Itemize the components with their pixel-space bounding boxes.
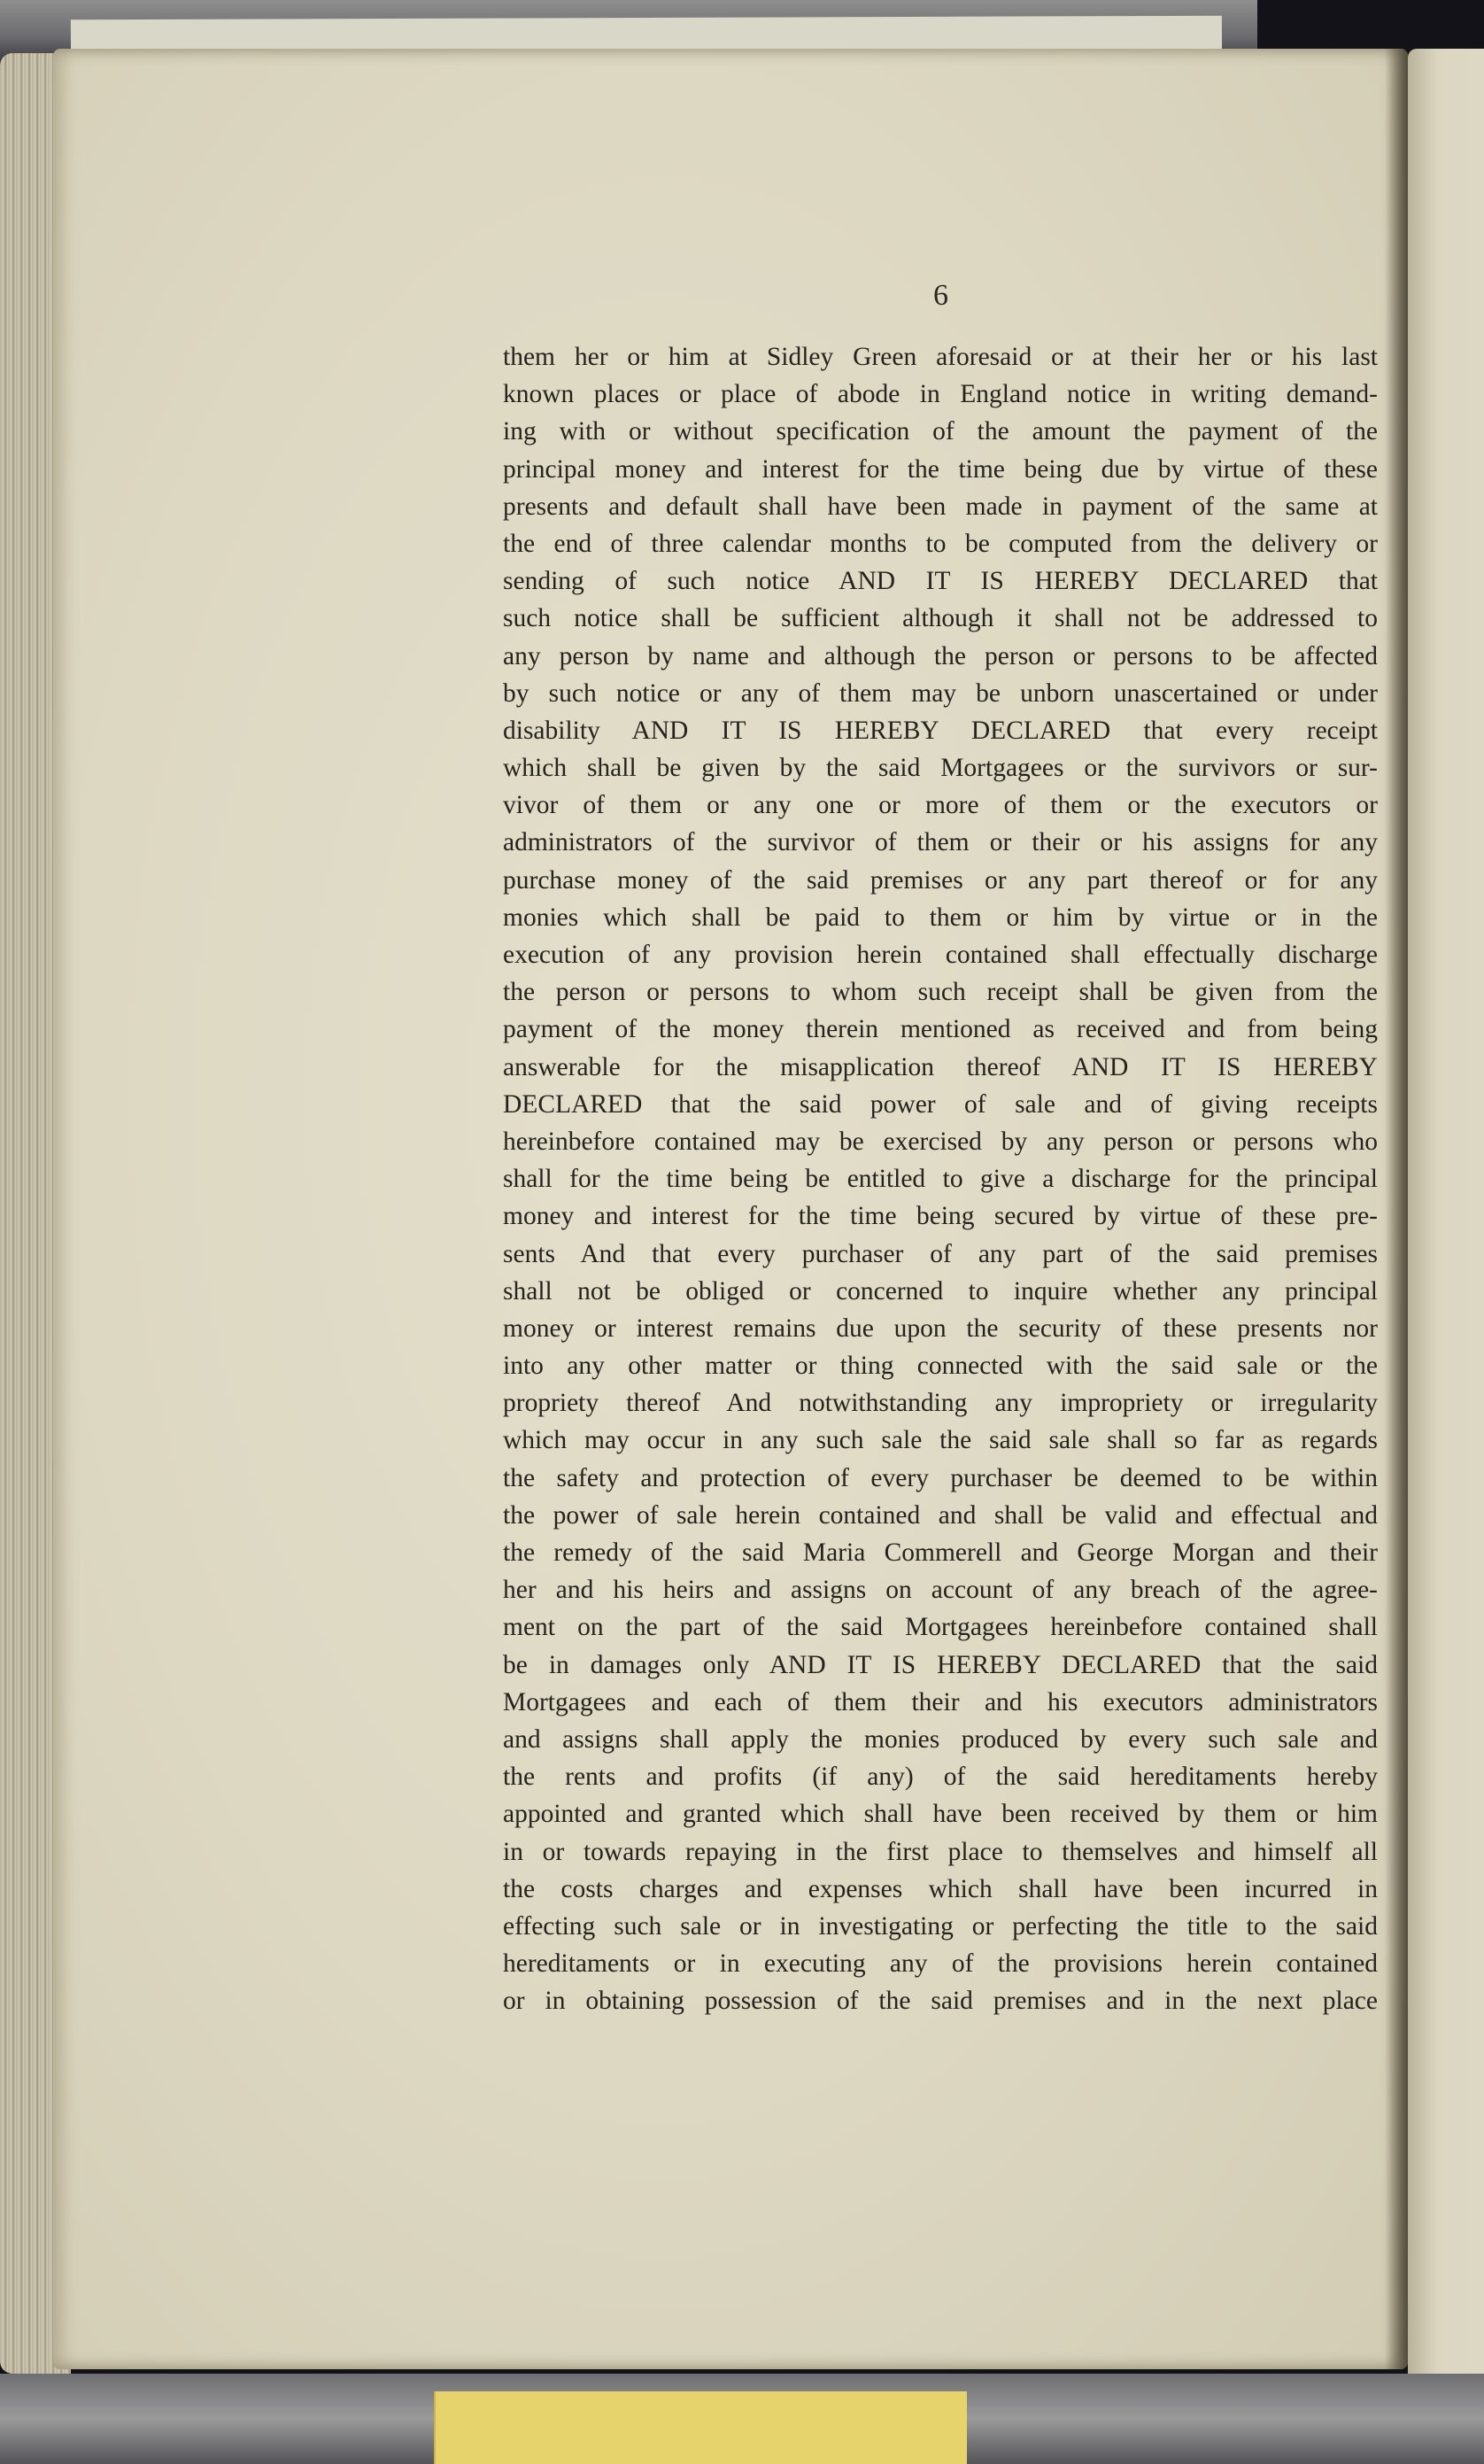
- text-line: her and his heirs and assigns on account of any breach of the agree-: [503, 1576, 1378, 1605]
- text-line: in or towards repaying in the first place to themselves and himself all: [503, 1837, 1378, 1866]
- text-line: shall for the time being be entitled to give a discharge for the principal: [503, 1165, 1378, 1194]
- text-line: and assigns shall apply the monies produced by every such sale and: [503, 1724, 1378, 1754]
- body-text: [503, 338, 1378, 2019]
- text-line: hereditaments or in executing any of the provisions herein contained: [503, 1949, 1378, 1979]
- page-gutter-shadow: [1385, 49, 1408, 2369]
- text-line: disability AND IT IS HEREBY DECLARED that every receipt: [503, 716, 1378, 745]
- text-line: the rents and profits (if any) of the said hereditaments hereby: [503, 1763, 1378, 1792]
- text-line: such notice shall be sufficient although it shall not be addressed to: [503, 604, 1378, 633]
- text-line: the power of sale herein contained and shall be valid and effectual and: [503, 1500, 1378, 1530]
- text-line: be in damages only AND IT IS HEREBY DECLARED that the said: [503, 1650, 1378, 1679]
- text-line: the end of three calendar months to be computed from the delivery or: [503, 529, 1378, 558]
- text-line: answerable for the misapplication thereof AND IT IS HEREBY: [503, 1052, 1378, 1081]
- text-line: execution of any provision herein contained shall effectually discharge: [503, 941, 1378, 969]
- text-line: administrators of the survivor of them or their or his assigns for any: [503, 828, 1378, 857]
- text-line: shall not be obliged or concerned to inquire whether any principal: [503, 1276, 1378, 1306]
- text-line: which may occur in any such sale the said sale shall so far as regards: [503, 1426, 1378, 1455]
- yellow-paper-tab: [434, 2391, 967, 2464]
- text-line: principal money and interest for the time being due by virtue of these: [503, 454, 1378, 484]
- text-line: presents and default shall have been made in payment of the same at: [503, 492, 1378, 521]
- text-line: the person or persons to whom such receipt shall be given from the: [503, 978, 1378, 1007]
- text-line: any person by name and although the person or persons to be affected: [503, 641, 1378, 670]
- text-line: money and interest for the time being secured by virtue of these pre-: [503, 1202, 1378, 1231]
- text-line: sending of such notice AND IT IS HEREBY DECLARED that: [503, 567, 1378, 596]
- text-line: the costs charges and expenses which shall have been incurred in: [503, 1874, 1378, 1903]
- text-line: the safety and protection of every purchaser be deemed to be within: [503, 1463, 1378, 1492]
- text-line: money or interest remains due upon the security of these presents nor: [503, 1313, 1378, 1343]
- text-line: monies which shall be paid to them or him by virtue or in the: [503, 903, 1378, 932]
- text-line: known places or place of abode in England notice in writing demand-: [503, 380, 1378, 409]
- text-line: hereinbefore contained may be exercised by any person or persons who: [503, 1127, 1378, 1156]
- text-line: ing with or without specification of the amount the payment of the: [503, 417, 1378, 446]
- text-line: ment on the part of the said Mortgagees hereinbefore contained shall: [503, 1613, 1378, 1642]
- next-page-edge: [1408, 49, 1484, 2387]
- text-line: vivor of them or any one or more of them or the executors or: [503, 791, 1378, 820]
- text-line: into any other matter or thing connected with the said sale or the: [503, 1352, 1378, 1381]
- text-line: Mortgagees and each of them their and his executors administrators: [503, 1687, 1378, 1716]
- text-line: propriety thereof And notwithstanding any impropriety or irregularity: [503, 1389, 1378, 1418]
- text-line: DECLARED that the said power of sale and of giving receipts: [503, 1089, 1378, 1119]
- text-line: purchase money of the said premises or any part thereof or for any: [503, 865, 1378, 895]
- text-line: which shall be given by the said Mortgagees or the survivors or sur-: [503, 754, 1378, 783]
- page-number: 6: [933, 279, 948, 312]
- text-line: appointed and granted which shall have been received by them or him: [503, 1800, 1378, 1829]
- text-line: or in obtaining possession of the said premises and in the next place: [503, 1987, 1378, 2016]
- text-line: payment of the money therein mentioned as received and from being: [503, 1015, 1378, 1044]
- text-line: the remedy of the said Maria Commerell and George Morgan and their: [503, 1538, 1378, 1567]
- text-line: effecting such sale or in investigating or perfecting the title to the said: [503, 1911, 1378, 1941]
- text-line: them her or him at Sidley Green aforesaid or at their her or his last: [503, 343, 1378, 371]
- text-line: by such notice or any of them may be unborn unascertained or under: [503, 678, 1378, 708]
- text-line: sents And that every purchaser of any part of the said premises: [503, 1239, 1378, 1268]
